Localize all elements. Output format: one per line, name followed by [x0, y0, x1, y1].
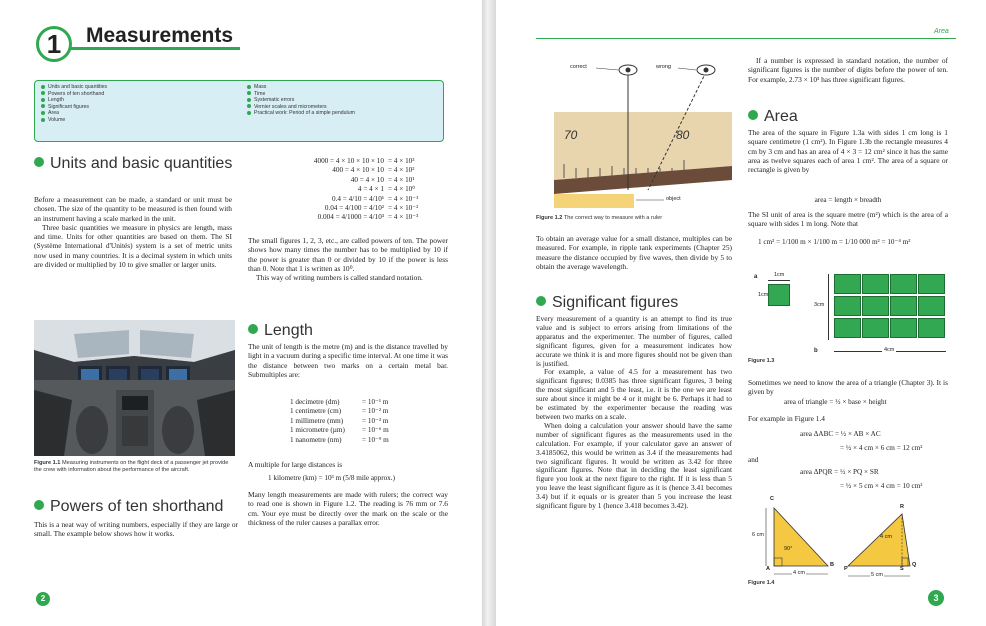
equation-line: 0.4 = 4/10 = 4/10¹ = 4 × 10⁻¹ [332, 194, 419, 203]
dimension-line [768, 280, 790, 281]
powers-intro-block [34, 520, 238, 539]
area-text [748, 128, 948, 174]
objective-item: Length [41, 97, 107, 104]
area-conversion: 1 cm² = 1/100 m × 1/100 m = 1/10 000 m² = 10⁻⁴ m² [758, 238, 911, 246]
page-number-left: 2 [36, 592, 50, 606]
triangles-diagram [748, 496, 958, 592]
equation-line: 0.004 = 4/1000 = 4/10³ = 4 × 10⁻³ [317, 213, 419, 222]
powers-paragraph-1: The small figures 1, 2, 3, etc., are called powers of ten. The power shows how many times the number has to be multiplied by 10 if the power is greater than 0 or divided by 10 if the power is less than 0. Note that 1 is written as 10⁰. [248, 236, 448, 273]
fig13-b-label: b [814, 348, 818, 354]
units-paragraph-2: Three basic quantities we measure in physics are length, mass and time. Units for other quantities are based on them. The SI (Système International d'Unités) system is a set of metric units now used in many countries. It is a decimal system in which units are divided or multiplied by 10 to give smaller or larger units. [34, 222, 232, 270]
objectives-col-1 [41, 84, 107, 124]
figure-1-2-caption: Figure 1.2 The correct way to measure with a ruler [536, 215, 663, 221]
submultiple-row: 1 micrometre (µm) = 10⁻⁶ m [290, 426, 389, 435]
green-bullet-icon [536, 296, 546, 306]
figure-1-4 [748, 496, 958, 592]
vertex-a: A [766, 566, 770, 572]
fig14-90: 90° [784, 546, 793, 552]
fig13-1cm-top: 1cm [774, 272, 785, 278]
right-page [496, 0, 986, 626]
green-bullet-icon [248, 324, 258, 334]
page-number-right: 3 [928, 590, 944, 606]
triangle-paragraph-2: For example in Figure 1.4 [748, 414, 825, 423]
std-paragraph: If a number is expressed in standard notation, the number of significant figures is the number of digits before the power of ten. For example, 2.73 × 10³ has three significant figures. [748, 56, 948, 84]
submultiple-row: 1 decimetre (dm) = 10⁻¹ m [290, 398, 389, 406]
area-formula: area = length × breadth [814, 196, 882, 204]
book-gutter [482, 0, 496, 626]
fig13-4cm: 4cm [884, 347, 895, 353]
units-text [34, 195, 232, 269]
submultiples-list [290, 398, 450, 445]
powers-equations [248, 157, 448, 223]
submultiple-row: 1 nanometre (nm) = 10⁻⁹ m [290, 435, 389, 444]
chapter-title: Measurements [86, 24, 234, 47]
sig-heading: Significant figures [536, 294, 678, 312]
green-bullet-icon [34, 157, 44, 167]
equation-line: 4000 = 4 × 10 × 10 × 10 = 4 × 10³ [313, 157, 415, 165]
sig-text [536, 315, 732, 511]
equation-line: 40 = 4 × 10 = 4 × 10¹ [350, 175, 415, 184]
object-label: object [666, 196, 681, 202]
triangle-and: and [748, 456, 759, 464]
submultiple-row: 1 millimetre (mm) = 10⁻³ m [290, 416, 389, 425]
ruler-label-80: 80 [676, 128, 690, 142]
objective-item: Volume [41, 117, 107, 124]
sig-paragraph-1: Every measurement of a quantity is an attempt to find its true value and is subject to errors arising from limitations of the apparatus and the experimenter. The number of figures, called significant figures, given for a measurement indicates how accurate we think it is and more figures should not be given than is justified. [536, 314, 732, 368]
figure-1-2 [536, 52, 736, 212]
green-bullet-icon [748, 110, 758, 120]
cockpit-photo-svg [34, 320, 235, 456]
measured-object [554, 194, 634, 208]
submultiple-row: 1 centimetre (cm) = 10⁻² m [290, 407, 389, 416]
length-paragraph-1: The unit of length is the metre (m) and is the distance travelled by light in a vacuum during a specific time interval. At one time it was the distance between two marks on a certain metal bar. Submultiples are: [248, 342, 448, 379]
equation-line: 400 = 4 × 10 × 10 = 4 × 10² [332, 166, 415, 175]
fig14-4cm-b: 4 cm [880, 534, 892, 540]
fig13-a-label: a [754, 274, 758, 280]
triangle-paragraph-1: Sometimes we need to know the area of a triangle (Chapter 3). It is given by [748, 378, 948, 397]
ruler-label-70: 70 [564, 128, 578, 142]
wrong-label: wrong [656, 64, 671, 70]
length-text [248, 342, 448, 379]
triangle-formula: area of triangle = ½ × base × height [784, 398, 887, 406]
powers-text [248, 236, 448, 282]
vertex-q: Q [912, 562, 917, 568]
length-heading: Length [248, 322, 313, 340]
running-head: Area [934, 28, 949, 35]
area-heading: Area [748, 108, 798, 126]
fig14-4cm: 4 cm [793, 570, 805, 576]
objective-item: Vernier scales and micrometers [247, 104, 355, 111]
vertex-c: C [770, 496, 774, 502]
area-text-2 [748, 210, 948, 229]
ripple-text [536, 234, 732, 271]
sig-paragraph-2: For example, a value of 4.5 for a measurement has two significant figures; 0.0385 has three significant figures, 3 being the most significant and 5 the least, i.e. it is the one we are least sure about since it might be 4 or it might be 6. Perhaps it had to be estimated by the experimenter because the reading was between two marks on a scale. [536, 367, 732, 421]
vertex-s: S [900, 566, 904, 572]
triangle-abc [774, 508, 828, 566]
fig13-3cm: 3cm [814, 302, 825, 308]
chapter-number-circle [36, 26, 72, 62]
objective-item: Mass [247, 84, 355, 91]
objective-item: Area [41, 110, 107, 117]
triangle-pqr-line-2: = ½ × 5 cm × 4 cm = 10 cm² [840, 482, 923, 490]
objective-item: Powers of ten shorthand [41, 91, 107, 98]
triangle-abc-line-2: = ½ × 4 cm × 6 cm = 12 cm² [840, 444, 923, 452]
vertex-r: R [900, 504, 904, 510]
objectives-col-2 [247, 84, 355, 117]
fig14-label: Figure 1.4 [748, 580, 775, 586]
triangle-pqr [848, 514, 910, 566]
equation-line: 0.04 = 4/100 = 4/10² = 4 × 10⁻² [324, 204, 419, 213]
objective-item: Significant figures [41, 104, 107, 111]
length-paragraph-2: A multiple for large distances is [248, 460, 343, 469]
equation-line: 4 = 4 × 1 = 4 × 10⁰ [357, 185, 416, 194]
triangle-pqr-line-1: area ΔPQR = ½ × PQ × SR [800, 468, 879, 476]
triangle-text [748, 378, 948, 397]
std-text [748, 56, 948, 84]
area-paragraph-2: The SI unit of area is the square metre (m²) which is the area of a square with sides 1 m long. Note that [748, 210, 948, 229]
objective-item: Systematic errors [247, 97, 355, 104]
length-text-2 [248, 460, 448, 469]
units-paragraph-1: Before a measurement can be made, a standard or unit must be chosen. The size of the quantity to be measured is then found with an instrument having a scale marked in the unit. [34, 195, 232, 223]
powers-intro: This is a neat way of writing numbers, especially if they are large or small. The example below shows how it works. [34, 520, 238, 539]
fig13-1cm-side: 1cm [758, 292, 769, 298]
correct-label: correct [570, 64, 587, 70]
objective-item: Practical work: Period of a simple pendulum [247, 110, 355, 117]
green-bullet-icon [34, 500, 44, 510]
unit-square [768, 284, 790, 306]
fig13-label: Figure 1.3 [748, 358, 775, 364]
left-page [0, 0, 482, 626]
objective-item: Time [247, 91, 355, 98]
triangle-text-2 [748, 414, 948, 423]
sig-paragraph-3: When doing a calculation your answer should have the same number of significant figures as the measurements used in the calculation. For example, if your calculator gave an answer of 3.4185062, this would be written as 3.4 if the measurements had two significant figures. It would be written as 3.42 for three significant figures. Note that in deciding the least significant figure you look at the next figure to the right. If it is less than 5 you leave the least significant figure as it is (hence 3.41 becomes 3.4) but if it equals or is greater than 5 you increase the least significant figure by 1 (hence 3.418 becomes 3.42). [536, 420, 732, 511]
rectangle-grid [834, 274, 946, 340]
figure-1-3 [748, 270, 958, 370]
triangle-abc-line-1: area ΔABC = ½ × AB × AC [800, 430, 881, 438]
objectives-box [34, 80, 444, 142]
length-text-3 [248, 490, 448, 527]
objective-item: Units and basic quantities [41, 84, 107, 91]
chapter-number: 1 [46, 29, 62, 59]
area-paragraph-1: The area of the square in Figure 1.3a with sides 1 cm long is 1 square centimetre (1 cm²). In Figure 1.3b the rectangle measures 4 cm by 3 cm and has an area of 4 × 3 = 12 cm² since it has the same area as twelve squares each of area 1 cm². The area of a square or rectangle is given by [748, 128, 948, 175]
powers-paragraph-2: This way of writing numbers is called standard notation. [256, 273, 423, 283]
figure-1-1-caption: Figure 1.1 Measuring instruments on the flight deck of a passenger jet provide the crew with information about the performance of the aircraft. [34, 460, 229, 473]
fig14-5cm: 5 cm [871, 572, 883, 578]
km-line: 1 kilometre (km) = 10³ m (5/8 mile approx.) [268, 474, 395, 482]
units-heading: Units and basic quantities [34, 155, 234, 173]
fig14-6cm: 6 cm [752, 532, 764, 538]
powers-heading: Powers of ten shorthand [34, 498, 223, 516]
vertex-p: P [844, 566, 848, 572]
ripple-paragraph: To obtain an average value for a small distance, multiples can be measured. For example, in ripple tank experiments (Chapter 25) measure the distance occupied by five waves, then divide by 5 to obtain the average wavelength. [536, 234, 732, 271]
vertex-b: B [830, 562, 834, 568]
running-head-rule [536, 38, 956, 39]
length-paragraph-3: Many length measurements are made with rulers; the correct way to read one is shown in Figure 1.2. The reading is 76 mm or 7.6 cm. Your eye must be directly over the mark on the scale or the thickness of the ruler causes a parallax error. [248, 490, 448, 527]
cockpit-photo [34, 320, 235, 456]
dimension-line [828, 274, 829, 340]
